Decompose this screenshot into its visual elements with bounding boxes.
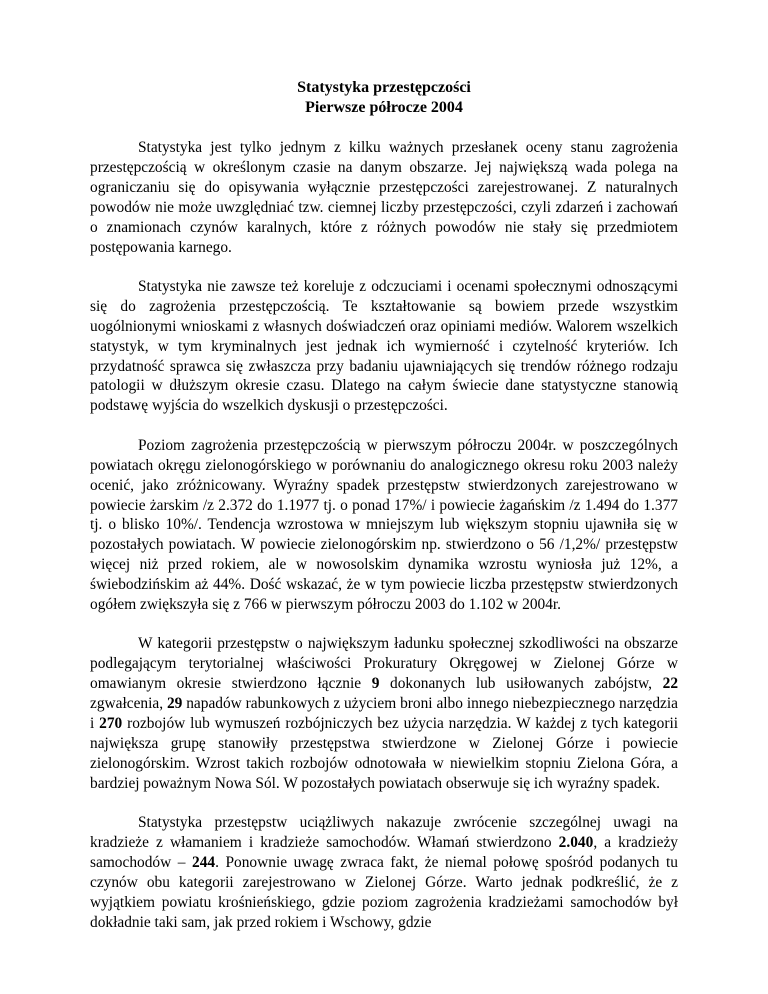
text-run: Poziom zagrożenia przestępczością w pierwszym półroczu 2004r. w poszczególnych powiatach okręgu zielonogórskiego w porównaniu do analogicznego okresu roku 2003 należy ocenić, jako zróżnicowany. Wyraźny spadek przestępstw stwierdzonych zarejestrowano w powiecie żarskim /z 2.372 do 1.1977 tj. o ponad 17%/ i powiecie żagańskim /z 1.494 do 1.377 tj. o blisko 10%/. Tendencja wzrostowa w mniejszym lub większym stopniu ujawniła się w pozostałych powiatach. W powiecie zielonogórskim np. stwierdzono o 56 /1,2%/ przestępstw więcej niż przed rokiem, ale w nowosolskim dynamika wzrostu wyniosła już 12%, a świebodzińskim aż 44%. Dość wskazać, że w tym powiecie liczba przestępstw stwierdzonych ogółem zwiększyła się z 766 w pierwszym półroczu 2003 do 1.102 w 2004r.	[90, 436, 678, 614]
paragraph	[90, 813, 678, 932]
bold-figure: 2.040	[558, 834, 594, 852]
document-subtitle: Pierwsze półrocze 2004	[305, 99, 463, 116]
document-page	[90, 78, 678, 952]
paragraph	[90, 634, 678, 793]
bold-figure: 270	[99, 715, 123, 733]
document-body	[90, 138, 678, 933]
bold-figure: 244	[192, 854, 216, 871]
paragraph	[90, 138, 678, 257]
text-run: Statystyka jest tylko jednym z kilku ważnych przesłanek oceny stanu zagrożenia przestępczością w określonym czasie na danym obszarze. Jej największą wada polega na ograniczaniu się do opisywania wyłącznie przestępczości zarejestrowanej. Z naturalnych powodów nie może uwzględniać tzw. ciemnej liczby przestępczości, czyli zdarzeń i zachowań o znamionach czynów karalnych, które z różnych powodów nie stały się przedmiotem postępowania karnego.	[90, 139, 678, 256]
bold-figure: 29	[166, 695, 183, 713]
paragraph	[90, 277, 678, 416]
text-run: napadów rabunkowych z użyciem broni albo innego niebezpiecznego narzędzia i	[90, 695, 678, 733]
text-run: Statystyka nie zawsze też koreluje z odczuciami i ocenami społecznymi odnoszącymi się do zagrożenia przestępczością. Te kształtowanie są bowiem przede wszystkim uogólnionymi wnioskami z własnych doświadczeń oraz opiniami mediów. Walorem wszelkich statystyk, w tym kryminalnych jest jednak ich wymierność i czytelność kryteriów. Ich przydatność sprawca się zwłaszcza przy badaniu ujawniających się trendów różnego rodzaju patologii w dłuższym okresie czasu. Dlatego na całym świecie dane statystyczne stanowią podstawę wyjścia do wszelkich dyskusji o przestępczości.	[90, 277, 678, 415]
document-title: Statystyka przestępczości	[297, 79, 471, 96]
bold-figure: 22	[662, 675, 679, 693]
text-run: dokonanych lub usiłowanych zabójstw,	[379, 675, 663, 693]
text-run: W kategorii przestępstw o największym ładunku społecznej szkodliwości na obszarze podlegającym terytorialnej właściwości Prokuratury Okręgowej w Zielonej Górze w omawianym okresie stwierdzono łącznie	[90, 635, 678, 693]
text-run: zgwałcenia,	[90, 695, 167, 713]
text-run: , a kradzieży samochodów –	[90, 834, 678, 871]
text-run: rozbojów lub wymuszeń rozbójniczych bez użycia narzędzia. W każdej z tych kategorii największa grupę stanowiły przestępstwa stwierdzone w Zielonej Górze i powiecie zielonogórskim. Wzrost takich rozbojów odnotowała w niewielkim stopniu Zielona Góra, a bardziej poważnym Nowa Sól. W pozostałych powiatach obserwuje się ich wyraźny spadek.	[90, 715, 679, 792]
text-run: Statystyka przestępstw uciążliwych nakazuje zwrócenie szczególnej uwagi na kradzieże z włamaniem i kradzieże samochodów. Włamań stwierdzono	[90, 814, 678, 852]
text-run: . Ponownie uwagę zwraca fakt, że niemal połowę spośród podanych tu czynów obu kategorii zarejestrowano w Zielonej Górze. Warto jednak podkreślić, że z wyjątkiem powiatu krośnieńskiego, gdzie poziom zagrożenia kradzieżami samochodów był dokładnie taki sam, jak przed rokiem i Wschowy, gdzie	[90, 854, 678, 931]
paragraph	[90, 436, 678, 615]
bold-figure: 9	[371, 675, 380, 693]
